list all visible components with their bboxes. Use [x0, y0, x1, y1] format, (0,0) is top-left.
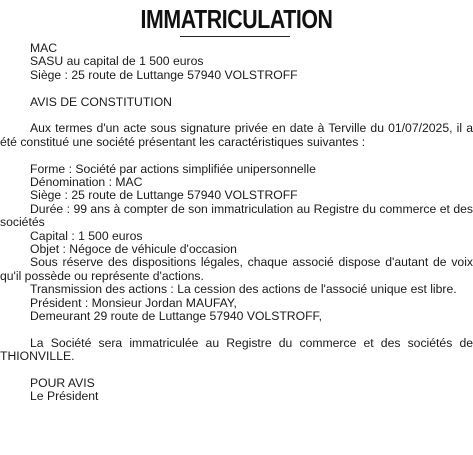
company-name: MAC [30, 41, 58, 55]
detail-forme: Forme : Société par actions simplifiée unipersonnelle [30, 161, 316, 176]
detail-transmission: Transmission des actions : La cession des actions de l'associé unique est libre. [30, 282, 457, 297]
company-details [0, 163, 473, 324]
detail-demeurant: Demeurant 29 route de Luttange 57940 VOLSTROFF, [30, 309, 322, 324]
detail-denomination: Dénomination : MAC [30, 175, 143, 190]
detail-reserve: Sous réserve des dispositions légales, chaque associé dispose d'autant de voix qu'il possède ou représente d'actions. [0, 255, 473, 283]
company-header [0, 42, 473, 82]
detail-objet: Objet : Négoce de véhicule d'occasion [30, 242, 237, 257]
detail-capital: Capital : 1 500 euros [30, 228, 143, 243]
signature-block [0, 377, 473, 404]
detail-duree: Durée : 99 ans à compter de son immatriculation au Registre du commerce et des sociétés [0, 201, 473, 230]
detail-siege: Siège : 25 route de Luttange 57940 VOLSTROFF [30, 188, 298, 203]
signatory-role: Le Président [30, 389, 99, 404]
closing-paragraph: La Société sera immatriculée au Registre du commerce et des sociétés de THIONVILLE. [0, 335, 473, 364]
intro-paragraph: Aux termes d'un acte sous signature privée en date à Terville du 01/07/2025, il a été constitué une société présentant les caractéristiques suivantes : [0, 121, 473, 149]
page-title: IMMATRICULATION [140, 4, 333, 34]
company-siege: Siège : 25 route de Luttange 57940 VOLSTROFF [30, 67, 298, 82]
detail-president: Président : Monsieur Jordan MAUFAY, [30, 295, 237, 310]
title-underline [180, 36, 290, 37]
company-capital: SASU au capital de 1 500 euros [30, 54, 204, 69]
avis-title: AVIS DE CONSTITUTION [30, 94, 172, 109]
pour-avis: POUR AVIS [30, 376, 95, 391]
legal-notice [0, 42, 473, 404]
